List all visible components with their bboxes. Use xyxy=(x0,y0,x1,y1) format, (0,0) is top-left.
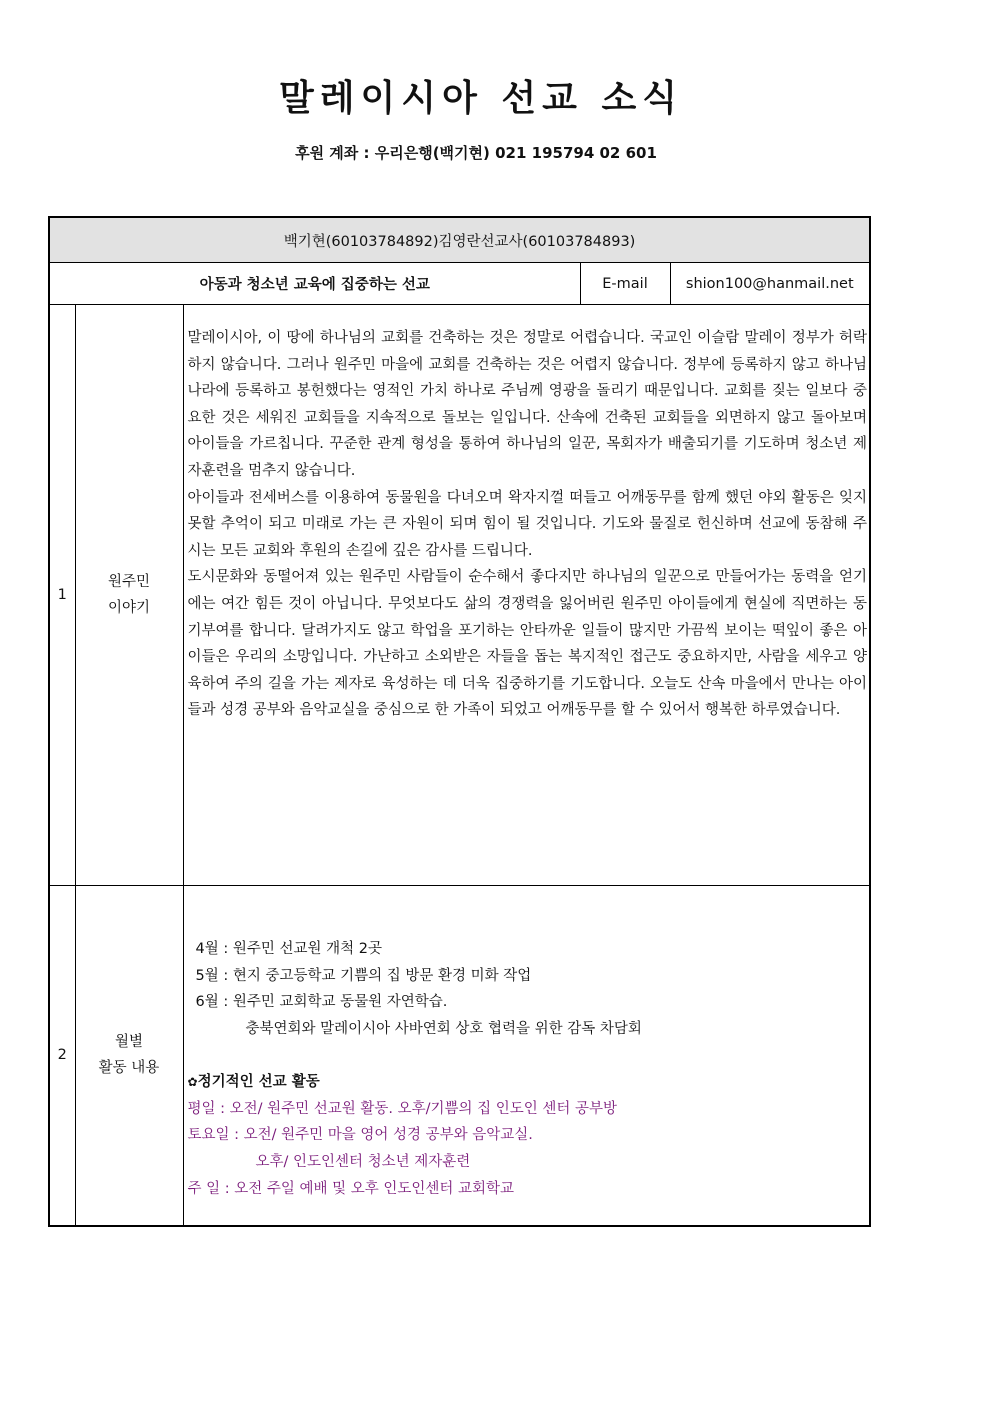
row-number: 1 xyxy=(49,305,75,886)
row-label-line: 활동 내용 xyxy=(98,1060,160,1077)
page-title: 말레이시아 선교 소식 xyxy=(278,77,684,119)
flower-icon: ✿ xyxy=(187,1074,198,1089)
regular-activities-title: 정기적인 선교 활동 xyxy=(197,1073,320,1090)
row-activities xyxy=(49,886,870,1226)
regular-activities-heading xyxy=(188,1069,868,1096)
regular-item-continuation: 오후/ 인도인센터 청소년 제자훈련 xyxy=(255,1153,471,1170)
header-row-missionaries xyxy=(49,217,870,263)
email-address: shion100@hanmail.net xyxy=(670,263,870,305)
monthly-item: 6월 : 원주민 교회학교 동물원 자연학습. xyxy=(195,994,448,1011)
row-story xyxy=(49,305,870,886)
activities-content xyxy=(183,886,870,1226)
regular-item: 평일 : 오전/ 원주민 선교원 활동. 오후/기쁨의 집 인도인 센터 공부방 xyxy=(187,1100,618,1117)
email-label: E-mail xyxy=(580,263,670,305)
monthly-item: 4월 : 원주민 선교원 개척 2곳 xyxy=(195,941,382,957)
donation-account: 후원 계좌 : 우리은행(백기현) 021 195794 02 601 xyxy=(295,144,657,162)
focus-cell: 아동과 청소년 교육에 집중하는 선교 xyxy=(49,263,580,305)
row-label xyxy=(75,305,183,886)
row-label-line: 월별 xyxy=(114,1034,143,1051)
story-paragraph: 말레이시아, 이 땅에 하나님의 교회를 건축하는 것은 정말로 어렵습니다. 국교인 이슬람 말레이 정부가 허락하지 않습니다. 그러나 원주민 마을에 교회를 건축하는 것은 어렵지 않습니다. 정부에 등록하지 않고 하나님 나라에 등록하고 봉헌했다는 영적인 가치 하나로 주님께 영광을 돌리기 때문입니다. 교회를 짖는 일보다 중요한 것은 세워진 교회들을 지속적으로 돌보는 일입니다. 산속에 건축된 교회들을 외면하지 않고 돌아보며 아이들을 가르칩니다. 꾸준한 관계 형성을 통하여 하나님의 일꾼, 목회자가 배출되기를 기도하며 청소년 제자훈련을 멈추지 않습니다. xyxy=(187,330,868,479)
story-text xyxy=(183,305,870,886)
monthly-item-continuation: 충북연회와 말레이시아 사바연회 상호 협력을 위한 감독 차담회 xyxy=(245,1021,642,1038)
row-label-line: 원주민 xyxy=(107,574,151,590)
regular-item: 토요일 : 오전/ 원주민 마을 영어 성경 공부와 음악교실. xyxy=(187,1127,533,1144)
regular-item: 주 일 : 오전 주일 예배 및 오후 인도인센터 교회학교 xyxy=(187,1180,515,1197)
story-paragraph: 도시문화와 동떨어져 있는 원주민 사람들이 순수해서 좋다지만 하나님의 일꾼으로 만들어가는 동력을 얻기에는 여간 힘든 것이 아닙니다. 무엇보다도 삶의 경쟁력을 잃어버린 원주민 아이들에게 현실에 직면하는 동기부여를 합니다. 달려가지도 않고 학업을 포기하는 안타까운 일들이 많지만 가끔씩 보이는 떡잎이 좋은 아이들은 우리의 소망입니다. 가난하고 소외받은 자들을 돕는 복지적인 접근도 중요하지만, 사람을 세우고 양육하여 주의 길을 가는 제자로 육성하는 데 더욱 집중하기를 기도합니다. 오늘도 산속 마을에서 만나는 아이들과 성경 공부와 음악교실을 중심으로 한 가족이 되었고 어깨동무를 할 수 있어서 행복한 하루였습니다. xyxy=(187,569,868,719)
row-label xyxy=(75,886,183,1226)
mission-report-table xyxy=(48,216,871,1227)
missionaries-cell: 백기현(60103784892)김영란선교사(60103784893) xyxy=(49,217,870,263)
row-number: 2 xyxy=(49,886,75,1226)
story-paragraph: 아이들과 전세버스를 이용하여 동물원을 다녀오며 왁자지껄 떠들고 어깨동무를 함께 했던 야외 활동은 잊지 못할 추억이 되고 미래로 가는 큰 자원이 되며 힘이 될 것입니다. 기도와 물질로 헌신하며 선교에 동참해 주시는 모든 교회와 후원의 손길에 깊은 감사를 드립니다. xyxy=(187,489,868,559)
row-label-line: 이야기 xyxy=(107,600,151,616)
monthly-item: 5월 : 현지 중고등학교 기쁨의 집 방문 환경 미화 작업 xyxy=(195,967,532,984)
header-row-focus xyxy=(49,263,870,305)
